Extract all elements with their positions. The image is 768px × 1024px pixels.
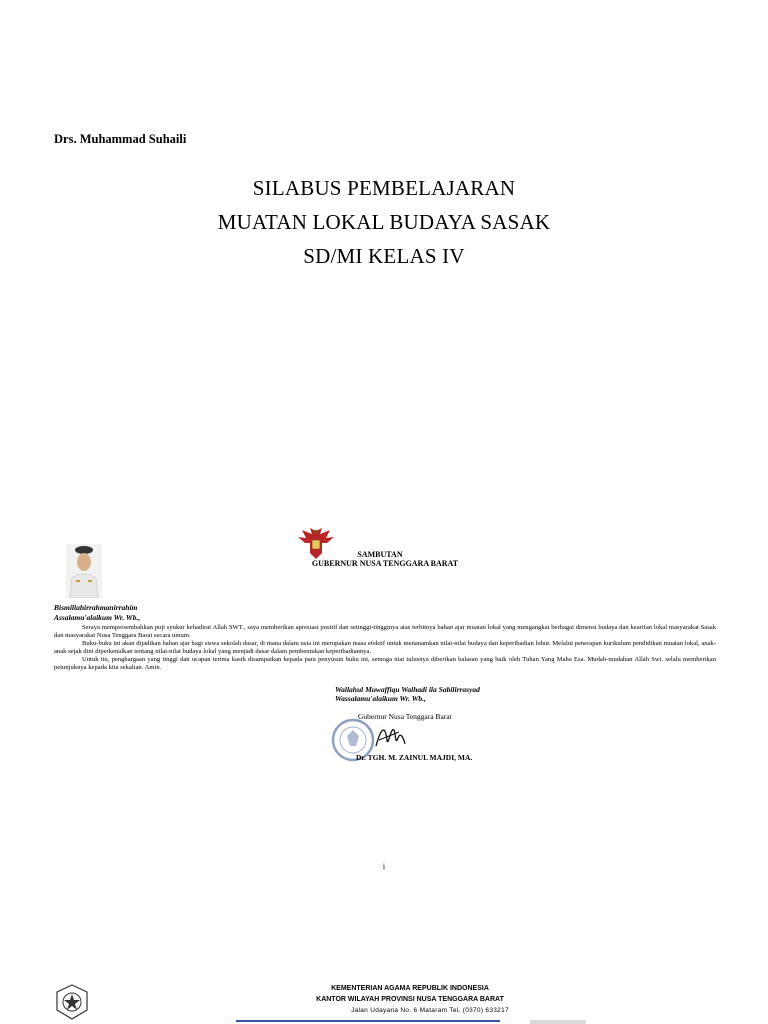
paragraph: Seraya mempersembahkan puji syukur kehadirat Allah SWT., saya memberikan apresiasi positif dan setinggi-tingginya atas terbitnya bahan ajar muatan lokal yang mengangkat berbagai dimensi budaya dan kearifan lokal masyarakat Sasak dan masyarakat Nusa Tenggara Barat secara umum. <box>54 624 716 639</box>
sambutan-heading: SAMBUTAN <box>357 550 403 559</box>
closing-phrase: Wallahul Muwaffiqu Walhadi ila Sabilirrasyad <box>335 685 480 694</box>
footer-office: KANTOR WILAYAH PROVINSI NUSA TENGGARA BARAT <box>316 996 504 1003</box>
signature-icon <box>373 720 407 752</box>
sambutan-body <box>54 624 716 672</box>
kemenag-logo-icon <box>54 984 90 1020</box>
opening-bismillah: Bismillahirrahmanirrahim <box>54 603 138 612</box>
opening-salam: Assalamu'alaikum Wr. Wb., <box>54 613 141 622</box>
author-name: Drs. Muhammad Suhaili <box>54 132 187 146</box>
paragraph: Buku-buku ini akan dijadikan bahan ajar bagi siswa sekolah dasar, di mana dalam usia ini merupakan masa efektif untuk menanamkan nilai-nilai budaya dan keperibadian luhur. Melalui penerapan kurikulum pendidikan muatan lokal, anak-anak sejak dini diperkenalkan tentang nilai-nilai budaya lokal yang menjadi dasar dalam pembentukan keperibadiannya. <box>54 640 716 655</box>
title-line-2: MUATAN LOKAL BUDAYA SASAK <box>217 210 551 234</box>
closing-salam: Wassalamu'alaikum Wr. Wb., <box>335 694 426 703</box>
signatory-name: Dr. TGH. M. ZAINUL MAJDI, MA. <box>356 753 473 762</box>
footer-ministry: KEMENTERIAN AGAMA REPUBLIK INDONESIA <box>331 985 489 992</box>
footer-address: Jalan Udayana No. 6 Mataram Tel. (0370) 633217 <box>351 1007 509 1014</box>
governor-photo <box>66 544 102 598</box>
title-line-1: SILABUS PEMBELAJARAN <box>252 176 516 200</box>
footer-gray-block <box>530 1020 586 1024</box>
sambutan-subheading: GUBERNUR NUSA TENGGARA BARAT <box>311 559 459 568</box>
signatory-title: Gubernur Nusa Tenggara Barat <box>358 712 452 721</box>
footer-rule <box>236 1020 500 1022</box>
page-number: i <box>382 862 386 871</box>
title-line-3: SD/MI KELAS IV <box>303 244 465 268</box>
paragraph: Untuk itu, penghargaan yang tinggi dan ucapan terima kasih disampaikan kepada para penyusun buku ini, semoga niat tulusnya diberikan balasan yang baik oleh Tuhan Yang Maha Esa. Mudah-mudahan Allah Swt. selalu memberikan petunjuknya kepada kita sekalian. Amin. <box>54 656 716 671</box>
